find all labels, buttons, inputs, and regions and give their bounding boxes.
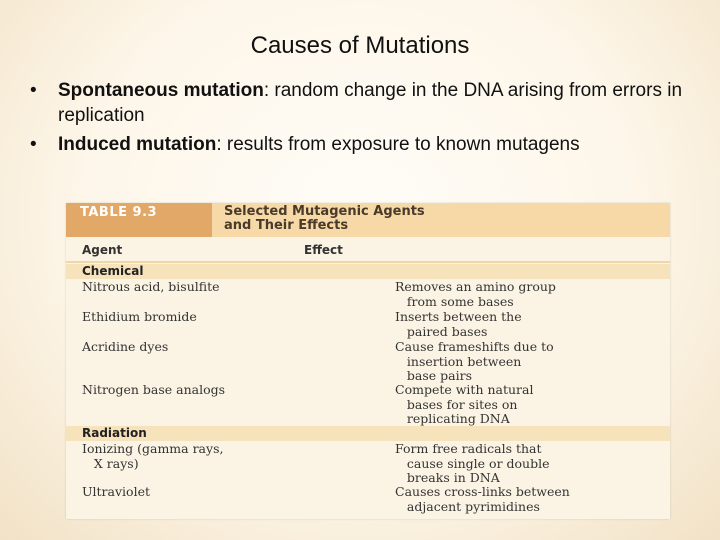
- slide-title: Causes of Mutations: [250, 32, 470, 59]
- bullet-text: : results from exposure to known mutagens: [216, 134, 580, 155]
- agent-cell: Nitrous acid, bisulfite: [82, 279, 220, 294]
- section-chemical: Chemical: [66, 264, 670, 279]
- mutagenic-agents-table: [66, 203, 670, 519]
- table-caption: [224, 205, 644, 233]
- bullet-induced: [30, 132, 690, 157]
- table-number: TABLE 9.3: [66, 203, 212, 237]
- column-header-agent: Agent: [82, 243, 123, 257]
- bullet-text: : random change in the DNA arising from errors in replication: [58, 80, 683, 126]
- effect-cell: Inserts between the paired bases: [395, 309, 522, 339]
- caption-line: Selected Mutagenic Agents: [224, 204, 425, 219]
- effect-cell: Removes an amino group from some bases: [395, 279, 556, 309]
- bullet-spontaneous: [30, 78, 690, 128]
- effect-cell: Form free radicals that cause single or double breaks in DNA: [395, 441, 550, 485]
- table-header: [66, 203, 670, 237]
- effect-cell: Cause frameshifts due to insertion between base pairs: [395, 339, 554, 383]
- agent-cell: Ethidium bromide: [82, 309, 197, 324]
- agent-cell: Ultraviolet: [82, 484, 150, 499]
- column-header-row: [66, 241, 670, 263]
- effect-cell: Causes cross-links between adjacent pyrimidines: [395, 484, 570, 514]
- column-header-effect: Effect: [304, 243, 343, 257]
- bullet-list: [30, 78, 690, 161]
- agent-cell: Nitrogen base analogs: [82, 382, 226, 397]
- caption-line: and Their Effects: [224, 218, 349, 233]
- effect-cell: Compete with natural bases for sites on replicating DNA: [395, 382, 534, 426]
- agent-cell: Acridine dyes: [82, 339, 169, 354]
- bullet-term: Spontaneous mutation: [58, 80, 264, 101]
- section-radiation: Radiation: [66, 426, 670, 441]
- bullet-term: Induced mutation: [58, 134, 217, 155]
- agent-cell: Ionizing (gamma rays, X rays): [82, 441, 224, 471]
